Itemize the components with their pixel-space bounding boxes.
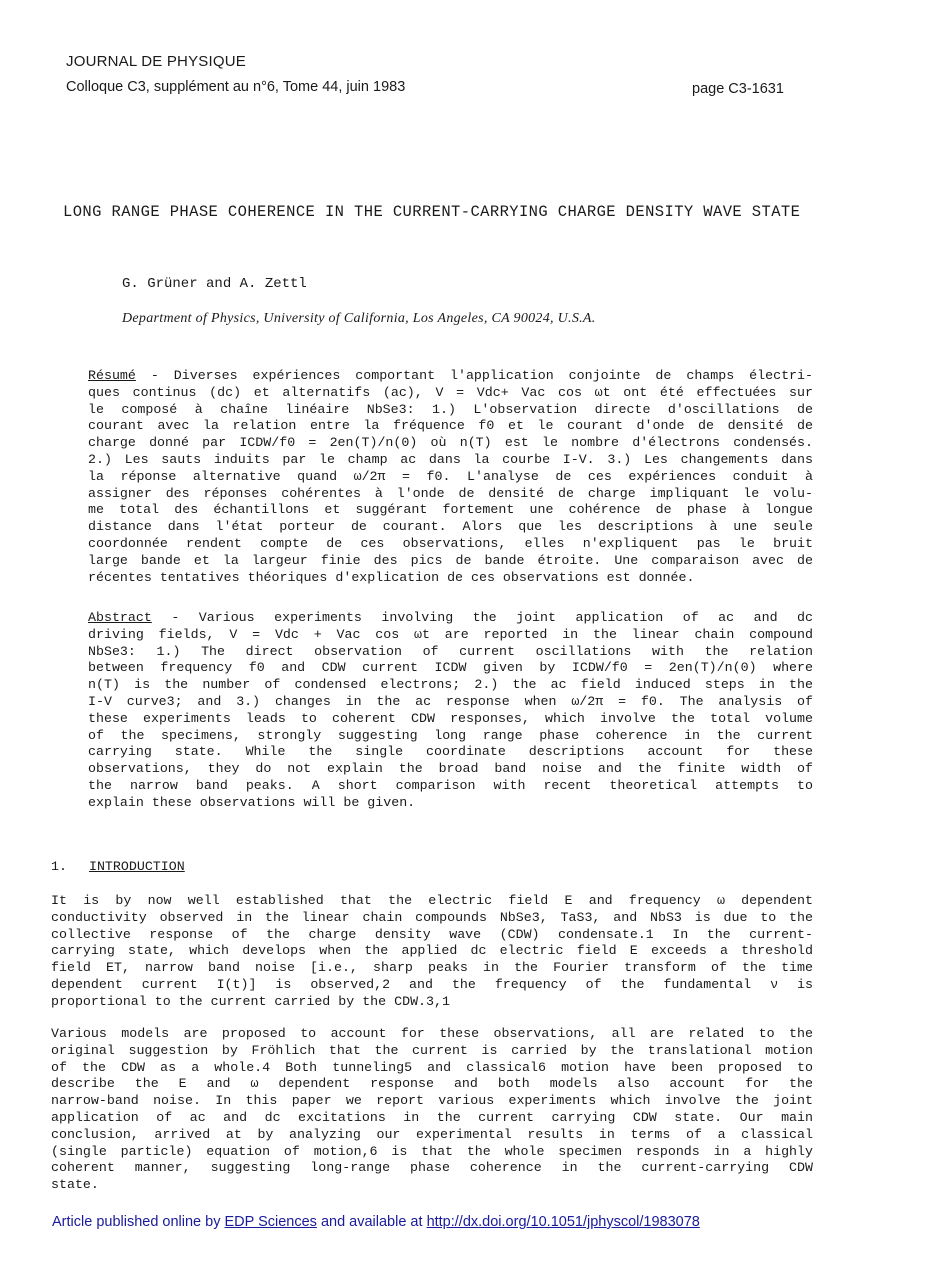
intro-paragraph-1 (51, 893, 813, 1011)
resume-line (88, 368, 813, 385)
abstract-line: the narrow band peaks. A short comparison with recent theoretical attempts to (88, 777, 813, 793)
abstract-line: NbSe3: 1.) The direct observation of current oscillations with the relation (88, 643, 813, 659)
abstract-line-text: - Various experiments involving the joint application of ac and dc (151, 610, 813, 625)
resume-line: distance dans l'état porteur de courant. Alors que les descriptions à une seule (88, 519, 813, 535)
authors: G. Grüner and A. Zettl (122, 276, 307, 292)
intro-line: It is by now well established that the electric field E and frequency ω dependent (51, 893, 813, 908)
abstract-paragraph (88, 610, 813, 812)
intro-line: state. (51, 1177, 99, 1193)
intro-line: conductivity observed in the linear chain compounds NbSe3, TaS3, and NbS3 is due to the (51, 909, 813, 925)
abstract-line: driving fields, V = Vdc + Vac cos ωt are reported in the linear chain compound (88, 626, 813, 642)
affiliation: Department of Physics, University of California, Los Angeles, CA 90024, U.S.A. (122, 311, 596, 326)
resume-line: me total des échantillons et suggérant fortement une cohérence de phase à longue (88, 502, 813, 518)
intro-line: dependent current I(t)] is observed,2 and the frequency of the fundamental ν is (51, 976, 813, 992)
intro-line: of the CDW as a whole.4 Both tunneling5 and classical6 motion have been proposed to (51, 1059, 813, 1075)
abstract-line: of the specimens, strongly suggesting long range phase coherence in the current (88, 727, 813, 743)
section-title: INTRODUCTION (88, 859, 185, 874)
intro-line: field ET, narrow band noise [i.e., sharp peaks in the Fourier transform of the time (51, 960, 813, 976)
intro-line: describe the E and ω dependent response and both models also account for the (51, 1076, 813, 1092)
issue-info: Colloque C3, supplément au n°6, Tome 44, juin 1983 (66, 79, 406, 95)
abstract-line (88, 610, 813, 627)
resume-paragraph (88, 368, 813, 586)
section-number: 1. (51, 859, 67, 874)
resume-line: assigner des réponses cohérentes à l'onde de densité de charge impliquant le volu- (88, 485, 813, 501)
publication-footer (52, 1214, 700, 1230)
footer-prefix: Article published online by (52, 1214, 225, 1230)
page-number: page C3-1631 (692, 81, 784, 97)
abstract-line: between frequency f0 and CDW current ICDW given by ICDW/f0 = 2en(T)/n(0) where (88, 660, 813, 676)
intro-line: proportional to the current carried by the CDW.3,1 (51, 993, 450, 1009)
paper-title: LONG RANGE PHASE COHERENCE IN THE CURRENT-CARRYING CHARGE DENSITY WAVE STATE (63, 203, 801, 221)
intro-line: narrow-band noise. In this paper we report various experiments which involve the joint (51, 1093, 813, 1109)
resume-line: courant avec la relation entre la fréquence f0 et le courant d'onde de densité de (88, 418, 813, 434)
resume-line: charge donné par ICDW/f0 = 2en(T)/n(0) où n(T) est le nombre d'électrons condensés. (88, 435, 813, 451)
resume-line: la réponse alternative quand ω/2π = f0. L'analyse de ces expériences conduit à (88, 468, 813, 484)
intro-paragraph-2 (51, 1026, 813, 1194)
intro-line: carrying state, which develops when the applied dc electric field E exceeds a threshold (51, 943, 813, 959)
abstract-label: Abstract (88, 610, 152, 625)
footer-middle: and available at (316, 1214, 427, 1230)
intro-line: original suggestion by Fröhlich that the current is carried by the translational motion (51, 1042, 813, 1058)
abstract-line: these experiments leads to coherent CDW responses, which involve the total volume (88, 710, 813, 726)
abstract-line: carrying state. While the single coordinate descriptions account for these (88, 744, 813, 760)
journal-name: JOURNAL DE PHYSIQUE (66, 53, 246, 70)
resume-label: Résumé (88, 368, 136, 383)
abstract-line: observations, they do not explain the broad band noise and the finite width of (88, 761, 813, 777)
intro-line: Various models are proposed to account for these observations, all are related to the (51, 1026, 813, 1041)
resume-line: large bande et la largeur finie des pics de bande étroite. Une comparaison avec de (88, 552, 813, 568)
intro-line: conclusion, arrived at by analyzing our experimental results in terms of a classical (51, 1126, 813, 1142)
resume-line-text: - Diverses expériences comportant l'application conjointe de champs électri- (135, 368, 813, 383)
doi-link[interactable]: http://dx.doi.org/10.1051/jphyscol/1983078 (426, 1214, 700, 1230)
resume-line: ques continus (dc) et alternatifs (ac), V = Vdc+ Vac cos ωt ont été effectuées sur (88, 384, 813, 400)
intro-line: application of ac and dc excitations in the current carrying CDW state. Our main (51, 1109, 813, 1125)
intro-line: coherent manner, suggesting long-range phase coherence in the current-carrying CDW (51, 1160, 813, 1176)
resume-line: 2.) Les sauts induits par le champ ac dans la courbe I-V. 3.) Les changements dans (88, 451, 813, 467)
abstract-line: I-V curve3; and 3.) changes in the ac response when ω/2π = f0. The analysis of (88, 693, 813, 709)
intro-line: (single particle) equation of motion,6 is that the whole specimen responds in a highly (51, 1143, 813, 1159)
intro-line: collective response of the charge density wave (CDW) condensate.1 In the current- (51, 926, 813, 942)
resume-line: le composé à chaîne linéaire NbSe3: 1.) L'observation directe d'oscillations de (88, 401, 813, 417)
publisher-link[interactable]: EDP Sciences (224, 1214, 317, 1230)
abstract-line: explain these observations will be given. (88, 794, 416, 810)
resume-line: coordonnée rendent compte de ces observations, elles n'expliquent pas le bruit (88, 535, 813, 551)
section-heading (51, 859, 185, 874)
resume-line: récentes tentatives théoriques d'explication de ces observations est donnée. (88, 569, 695, 585)
abstract-line: n(T) is the number of condensed electrons; 2.) the ac field induced steps in the (88, 677, 813, 693)
